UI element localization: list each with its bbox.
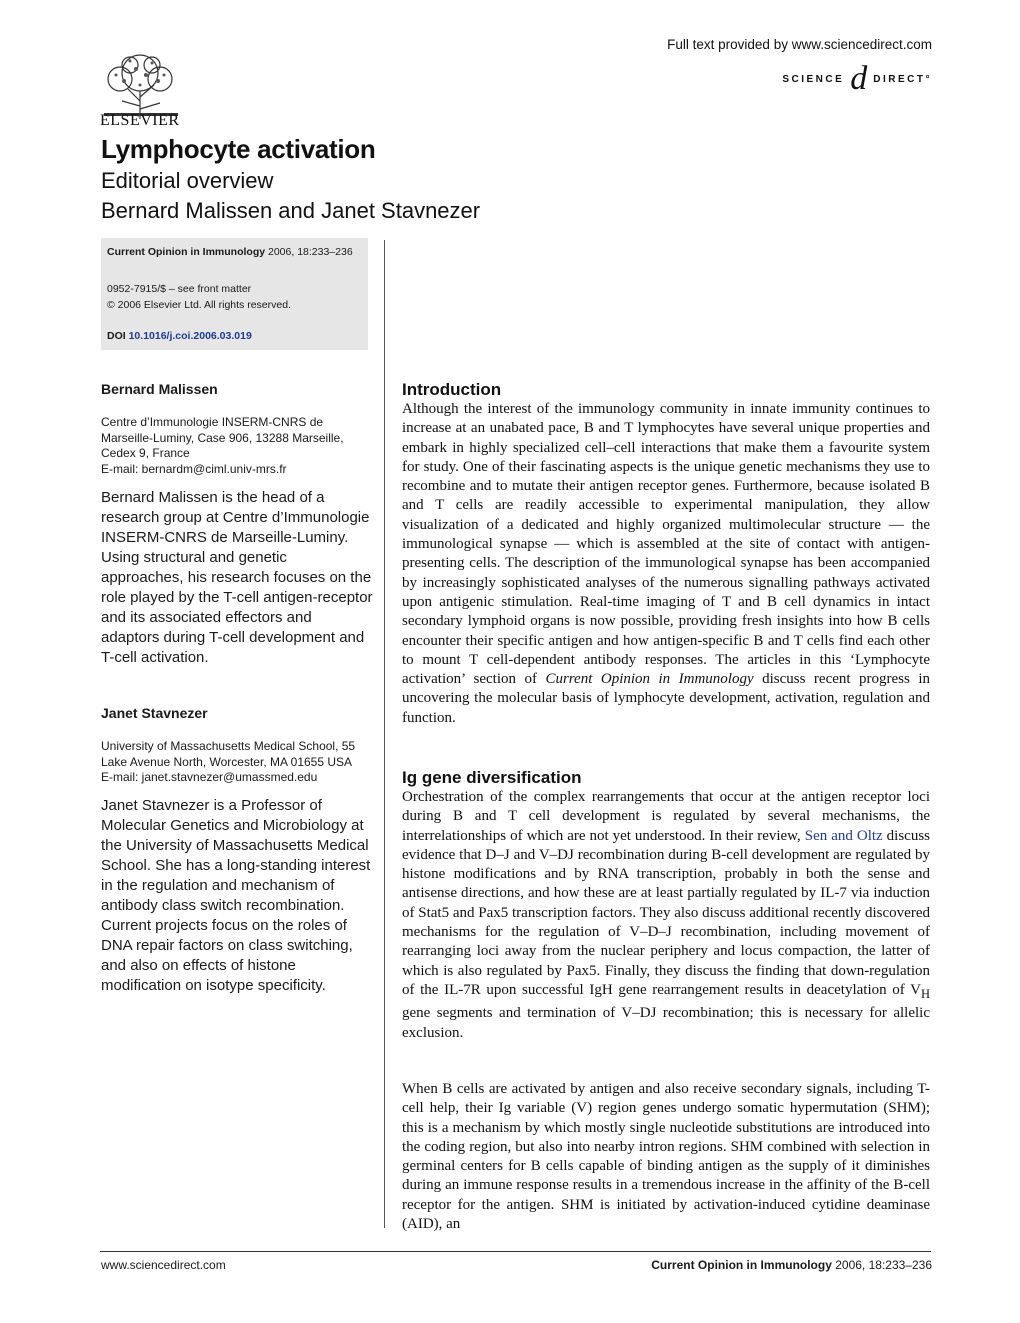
intro-text-b: discuss recent progress in uncovering the molecular basis of lymphocyte development, activation, regulation and function.: [402, 671, 930, 726]
ig1-text-c: gene segments and termination of V–DJ recombination; this is necessary for allelic exclusion.: [402, 1005, 930, 1041]
ig1-subscript: H: [920, 986, 930, 1001]
full-text-notice[interactable]: Full text provided by www.sciencedirect.com: [667, 37, 932, 52]
sd-logo-left: SCIENCE: [782, 73, 845, 85]
footer-pages: 2006, 18:233–236: [835, 1258, 932, 1272]
doi-link[interactable]: 10.1016/j.coi.2006.03.019: [128, 330, 252, 342]
sd-logo-right: DIRECT°: [873, 73, 932, 85]
footer-website[interactable]: www.sciencedirect.com: [101, 1258, 226, 1272]
bio-name-malissen: Bernard Malissen: [101, 381, 218, 397]
bio-address-stavnezer: [101, 739, 376, 786]
footer-journal: Current Opinion in Immunology: [651, 1258, 832, 1272]
footer-citation: [651, 1258, 932, 1272]
section-heading-ig-gene: Ig gene diversification: [402, 768, 582, 787]
column-divider: [384, 240, 385, 1228]
bio-address-malissen: [101, 415, 371, 477]
bio-email-malissen[interactable]: E-mail: bernardm@ciml.univ-mrs.fr: [101, 461, 287, 476]
citation-line: [107, 244, 353, 260]
article-title: Lymphocyte activation: [101, 134, 376, 164]
section-heading-introduction: Introduction: [402, 380, 502, 399]
infobox-citation: 2006, 18:233–236: [268, 246, 353, 258]
citation-infobox: [101, 238, 368, 350]
bio-name-stavnezer: Janet Stavnezer: [101, 705, 208, 721]
bio-address-text: University of Massachusetts Medical School, 55 Lake Avenue North, Worcester, MA 01655 USA: [101, 739, 356, 769]
issn-line: 0952-7915/$ – see front matter: [107, 283, 252, 295]
bio-email-stavnezer[interactable]: E-mail: janet.stavnezer@umassmed.edu: [101, 770, 318, 784]
doi-label: DOI: [107, 330, 126, 342]
sciencedirect-logo: [782, 60, 932, 98]
footer-rule: [100, 1251, 931, 1252]
bio-text-malissen: Bernard Malissen is the head of a research group at Centre d’Immunologie INSERM-CNRS de Marseille-Luminy. Using structural and genetic approaches, his research focuses on the role played by the T-cell antigen-receptor and its associated effectors and adaptors during T-cell development and T-cell activation.: [101, 489, 373, 666]
publisher-wordmark: ELSEVIER: [100, 112, 180, 129]
copyright-line: © 2006 Elsevier Ltd. All rights reserved.: [107, 299, 291, 311]
ig-paragraph-1: [402, 788, 930, 1043]
intro-text-a: Although the interest of the immunology community in innate immunity continues to increase at an unabated pace, B and T lymphocytes have several unique properties and embark in highly specialized cell–cell interactions that make them a favourite system for study. One of their fascinating aspects is the unique genetic mechanisms they use to recombine and to mutate their antigen receptor genes. Furthermore, because isolated B and T cells are readily accessible to experimental manipulation, they allow visualization of a dedicated and highly organized multimolecular structure — the immunological synapse — which is assembled at the site of contact with antigen-presenting cells. The description of the immunological synapse has been accompanied by increasingly sophisticated analyses of the numerous signalling pathways activated upon antigenic stimulation. Real-time imaging of T and B cell dynamics in intact secondary lymphoid organs is now possible, providing fresh insights into how B cells encounter their specific antigen and how antigen-specific B and T cells find each other to mount T cell-dependent antibody responses. The articles in this ‘Lymphocyte activation’ section of: [402, 401, 930, 688]
bio-text-stavnezer: Janet Stavnezer is a Professor of Molecular Genetics and Microbiology at the University of Massachusetts Medical School. She has a long-standing interest in the regulation and mechanism of antibody class switch recombination. Current projects focus on the roles of DNA repair factors on class switching, and also on effects of histone modification on isotype specificity.: [101, 797, 371, 994]
ig-paragraph-2: When B cells are activated by antigen and also receive secondary signals, including T-cell help, their Ig variable (V) region genes undergo somatic hypermutation (SHM); this is a mechanism by which mostly single nucleotide substitutions are introduced into the coding region, but also into nearby intron regions. SHM combined with selection in germinal centers for B cells capable of binding antigen as the supply of it diminishes during an immune response results in a tremendous increase in the affinity of the B-cell receptor for the antigen. SHM is initiated by activation-induced cytidine deaminase (AID), an: [402, 1081, 930, 1233]
article-authors: Bernard Malissen and Janet Stavnezer: [101, 198, 481, 223]
bio-address-text: Centre d’Immunologie INSERM-CNRS de Marseille-Luminy, Case 906, 13288 Marseille, Cedex 9, France: [101, 415, 344, 460]
doi-line: [107, 328, 252, 344]
intro-journal-name: Current Opinion in Immunology: [545, 671, 754, 688]
infobox-journal: Current Opinion in Immunology: [107, 246, 266, 258]
ig1-text-a: Orchestration of the complex rearrangements that occur at the antigen receptor loci during B and T cell development is regulated by several mechanisms, the interrelationships of which are not yet understood. In their review,: [402, 789, 930, 844]
reference-link-sen-oltz[interactable]: Sen and Oltz: [804, 827, 883, 844]
sd-logo-mark: d: [850, 60, 868, 97]
introduction-paragraph: [402, 400, 930, 728]
ig1-text-b: discuss evidence that D–J and V–DJ recombination during B-cell development are regulated by histone modifications and by RNA transcription, probably in both the sense and antisense directions, and how these are at least partially regulated by IL-7 via induction of Stat5 and Pax5 transcription factors. They also discuss additional recently discovered mechanisms for the regulation of V–D–J recombination, including movement of rearranging loci away from the nuclear periphery and locus compaction, the latter of which is also regulated by Pax5. Finally, they discuss the finding that down-regulation of the IL-7R upon successful IgH gene rearrangement results in deacetylation of V: [402, 827, 930, 998]
article-subtitle: Editorial overview: [101, 168, 274, 193]
